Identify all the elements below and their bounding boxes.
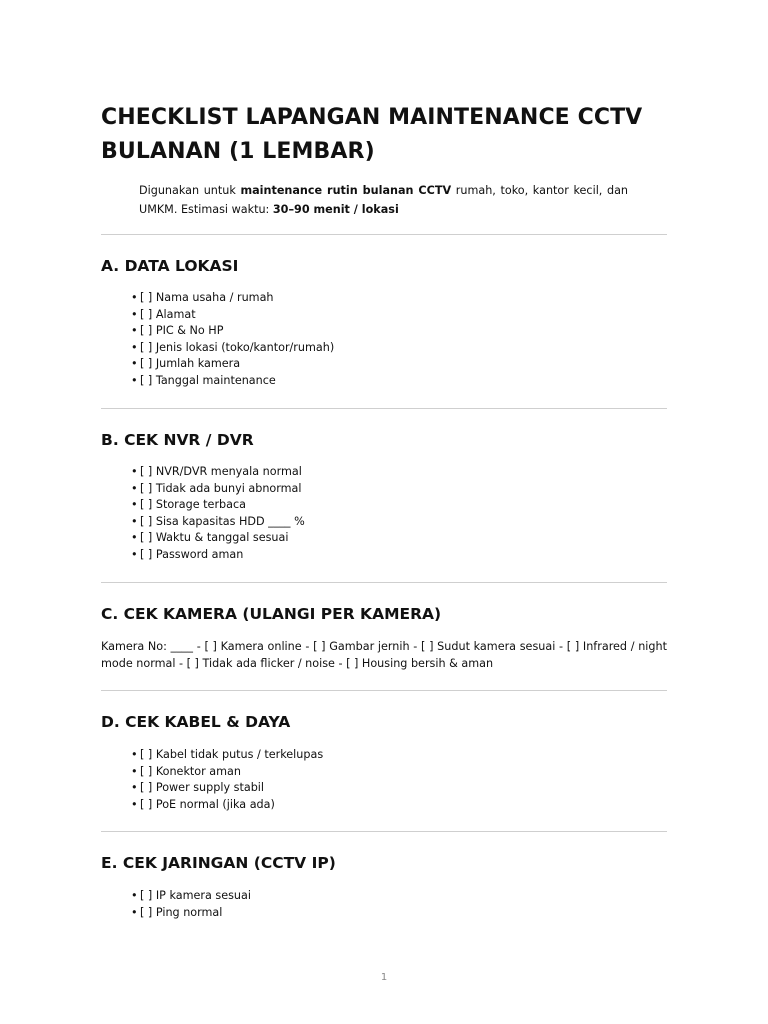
section-list-b [131, 464, 305, 564]
bullet-icon: • [131, 324, 138, 338]
divider [101, 582, 667, 583]
page-title: CHECKLIST LAPANGAN MAINTENANCE CCTV BULANAN (1 LEMBAR) [101, 105, 643, 164]
bullet-icon: • [131, 547, 138, 561]
bullet-icon: • [131, 531, 138, 545]
list-item: • [ ] Jumlah kamera [131, 356, 334, 373]
section-list-a [131, 290, 334, 390]
intro-text-2: rumah, toko, kantor kecil, dan UMKM. Estimasi waktu: [139, 184, 629, 216]
intro-text-1: Digunakan untuk [139, 184, 241, 197]
divider [101, 690, 667, 691]
list-item: • [ ] Ping normal [131, 905, 251, 922]
intro-bold-1: maintenance rutin bulanan CCTV [240, 184, 452, 197]
bullet-icon: • [131, 481, 138, 495]
section-heading-b: B. CEK NVR / DVR [101, 431, 254, 449]
section-heading-a: A. DATA LOKASI [101, 257, 239, 275]
bullet-icon: • [131, 514, 138, 528]
bullet-icon: • [131, 905, 138, 919]
section-list-d [131, 747, 323, 813]
list-item: • [ ] Storage terbaca [131, 497, 305, 514]
page-number: 1 [380, 972, 388, 983]
list-item: • [ ] Power supply stabil [131, 780, 323, 797]
list-item: • [ ] Sisa kapasitas HDD ____ % [131, 514, 305, 531]
list-item: • [ ] Kabel tidak putus / terkelupas [131, 747, 323, 764]
bullet-icon: • [131, 748, 138, 761]
list-item: • [ ] Nama usaha / rumah [131, 290, 334, 307]
list-item: • [ ] Password aman [131, 547, 305, 564]
bullet-icon: • [131, 357, 138, 371]
bullet-icon: • [131, 291, 138, 304]
bullet-icon: • [131, 307, 138, 321]
intro-bold-2: 30–90 menit / lokasi [272, 203, 399, 216]
list-item: • [ ] Alamat [131, 307, 334, 324]
list-item: • [ ] Tanggal maintenance [131, 373, 334, 390]
section-heading-e: E. CEK JARINGAN (CCTV IP) [101, 854, 336, 872]
list-item: • [ ] PIC & No HP [131, 323, 334, 340]
list-item: • [ ] NVR/DVR menyala normal [131, 464, 305, 481]
list-item: • [ ] Konektor aman [131, 764, 323, 781]
list-item: • [ ] Waktu & tanggal sesuai [131, 530, 305, 547]
bullet-icon: • [131, 498, 138, 512]
list-item: • [ ] Jenis lokasi (toko/kantor/rumah) [131, 340, 334, 357]
list-item: • [ ] IP kamera sesuai [131, 888, 251, 905]
bullet-icon: • [131, 373, 138, 387]
bullet-icon: • [131, 764, 138, 778]
divider [101, 408, 667, 409]
list-item: • [ ] PoE normal (jika ada) [131, 797, 323, 814]
list-item: • [ ] Tidak ada bunyi abnormal [131, 481, 305, 498]
bullet-icon: • [131, 889, 138, 902]
bullet-icon: • [131, 781, 138, 795]
section-heading-d: D. CEK KABEL & DAYA [101, 713, 291, 731]
divider [101, 234, 667, 235]
section-paragraph-c: Kamera No: ____ - [ ] Kamera online - [ ] Gambar jernih - [ ] Sudut kamera sesuai - [ ] Infrared / night mode normal - [ ] Tidak ada flicker / noise - [ ] Housing bersih & aman [101, 640, 667, 670]
section-heading-c: C. CEK KAMERA (ULANGI PER KAMERA) [101, 605, 442, 623]
intro-paragraph [139, 181, 628, 219]
bullet-icon: • [131, 797, 138, 811]
bullet-icon: • [131, 465, 138, 478]
section-list-e [131, 888, 251, 921]
divider [101, 831, 667, 832]
bullet-icon: • [131, 340, 138, 354]
